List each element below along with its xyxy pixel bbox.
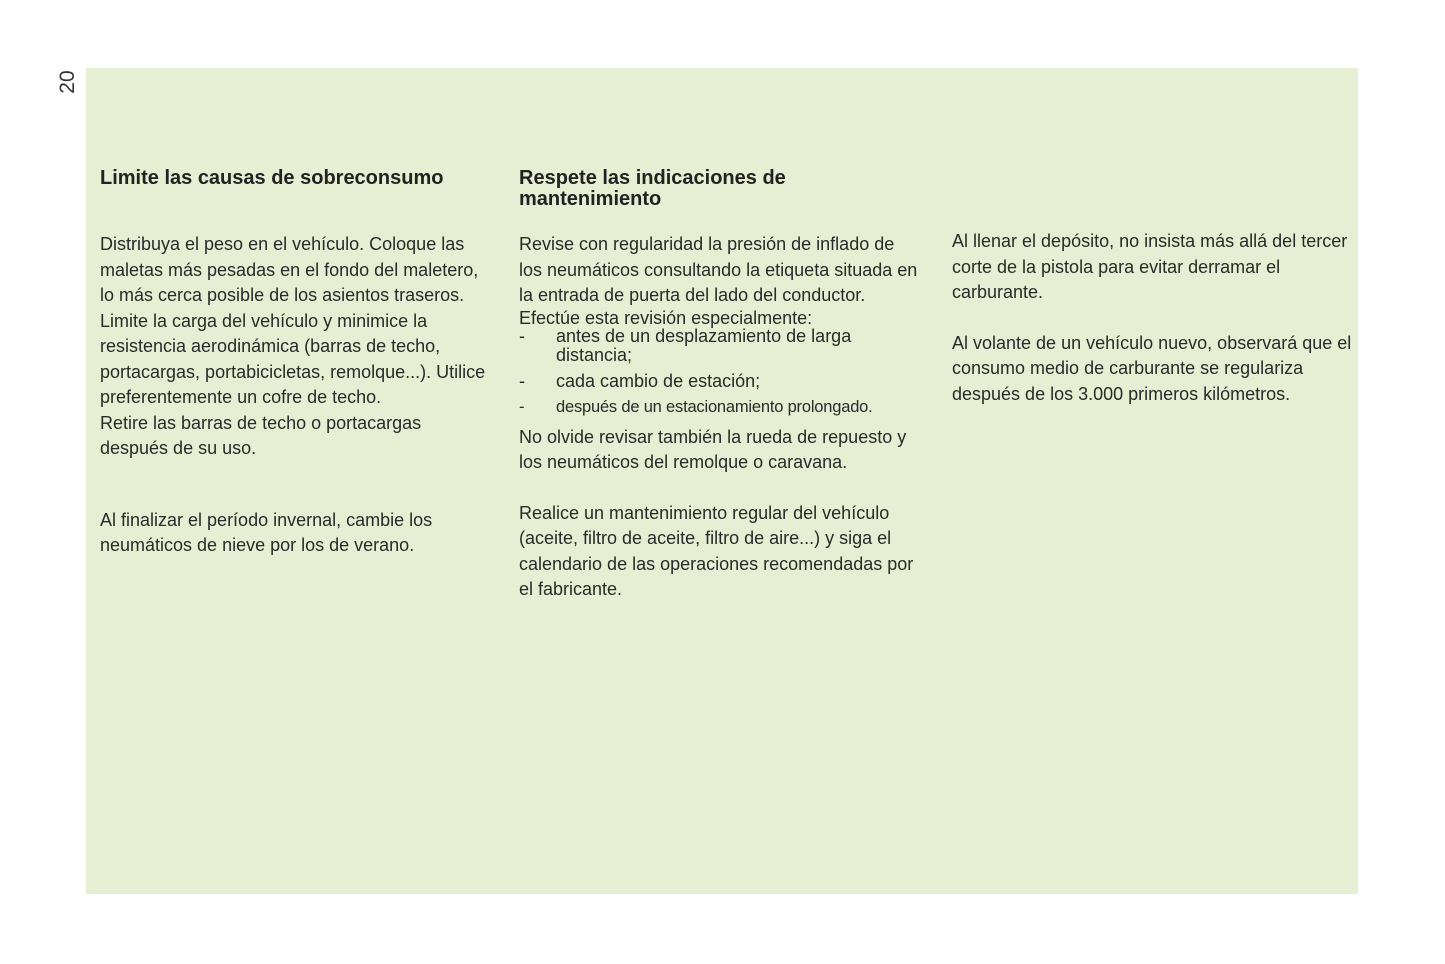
content-panel (86, 68, 1358, 894)
section-heading-maintenance: Respete las indicaciones de mantenimiento (519, 167, 786, 210)
paragraph-remove-bars: Retire las barras de techo o portacargas después de su uso. (100, 412, 422, 458)
column-maintenance (519, 168, 919, 603)
paragraph-weight-distribution: Distribuya el peso en el vehículo. Coloque las maletas más pesadas en el fondo del maletero, lo más cerca posible de los asientos traseros. (100, 234, 479, 305)
column-refuelling (952, 229, 1352, 407)
dash-bullet: - (519, 325, 525, 346)
page-number: 20 (56, 70, 79, 94)
paragraph-refuelling: Al llenar el depósito, no insista más allá del tercer corte de la pistola para evitar derramar el carburante. (952, 231, 1348, 302)
section-heading-overconsumption: Limite las causas de sobreconsumo (100, 167, 444, 189)
dash-bullet: - (519, 370, 525, 391)
column-fuel-overconsumption (100, 168, 490, 559)
list-item: - antes de un desplazamiento de larga distancia; (519, 325, 852, 365)
list-item: - cada cambio de estación; (519, 370, 761, 391)
dash-bullet: - (519, 397, 525, 416)
list-intro: Efectúe esta revisión especialmente: (519, 307, 813, 328)
paragraph-tyre-pressure: Revise con regularidad la presión de inflado de los neumáticos consultando la etiqueta situada en la entrada de puerta del lado del conductor. (519, 234, 918, 305)
paragraph-winter-tyres: Al finalizar el período invernal, cambie los neumáticos de nieve por los de verano. (100, 509, 433, 555)
paragraph-regular-maintenance: Realice un mantenimiento regular del vehículo (aceite, filtro de aceite, filtro de aire...) y siga el calendario de las operaciones recomendadas por el fabricante. (519, 502, 914, 599)
check-list (519, 327, 919, 417)
paragraph-new-vehicle: Al volante de un vehículo nuevo, observará que el consumo medio de carburante se regulariza después de los 3.000 primeros kilómetros. (952, 332, 1352, 404)
list-item: - después de un estacionamiento prolongado. (519, 397, 873, 416)
paragraph-load-limits: Limite la carga del vehículo y minimice la resistencia aerodinámica (barras de techo, portacargas, portabicicletas, remolque...). Utilice preferentemente un cofre de techo. (100, 310, 486, 407)
paragraph-spare-wheel: No olvide revisar también la rueda de repuesto y los neumáticos del remolque o caravana. (519, 426, 907, 472)
